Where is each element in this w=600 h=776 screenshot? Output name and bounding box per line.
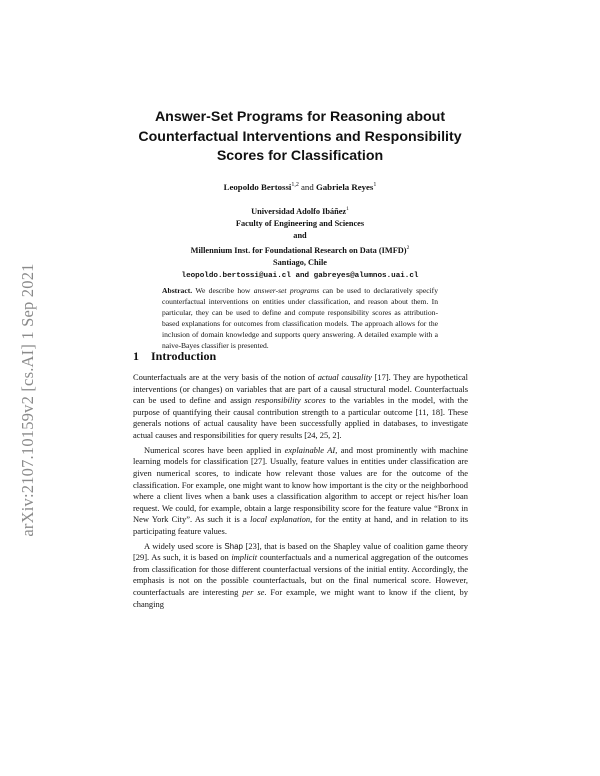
abstract-label: Abstract. — [162, 286, 193, 295]
section-number: 1 — [133, 349, 139, 363]
paragraph: Counterfactuals are at the very basis of the notion of actual causality [17]. They are hypothetical interventions (or changes) on variables that are part of a causal structural model. Counterfactuals can be used to define and assign responsibility scores to the variables in the model, with the purpose of quantifying their causal contribution strength to a particular outcome [11, 18]. These generals notions of actual causality have been successfully applied in databases, to investigate actual causes and responsibilities for query results [24, 25, 2]. — [133, 372, 468, 440]
introduction-body — [133, 372, 468, 613]
author-list — [120, 182, 480, 192]
section-title: Introduction — [151, 349, 217, 363]
institute-name: Millennium Inst. for Foundational Research on Data (IMFD) — [190, 246, 407, 256]
author-name: Leopoldo Bertossi — [223, 182, 292, 192]
abstract-text: can be used to declaratively specify counterfactual interventions on entities under classification, and reason about them. In particular, they can be used to define and compute responsibility scores as attribution-based explanations for outcomes from classification models. The approach allows for the inclusion of domain knowledge and supports query answering. A detailed example with a naive-Bayes classifier is presented. — [162, 286, 439, 351]
author-name: Gabriela Reyes — [315, 182, 374, 192]
title-line: Scores for Classification — [216, 148, 384, 164]
affiliation-conjunction: and — [293, 231, 307, 241]
faculty-name: Faculty of Engineering and Sciences — [235, 218, 365, 228]
author-affiliation-mark: 1 — [373, 182, 377, 189]
paper-title — [120, 108, 480, 167]
title-line: Counterfactual Interventions and Responsibility — [138, 128, 462, 145]
abstract-text: We describe how — [192, 286, 254, 295]
university-name: Universidad Adolfo Ibáñez — [251, 206, 347, 216]
author-conjunction: and — [298, 182, 316, 192]
affiliation-mark: 1 — [346, 206, 349, 212]
paragraph: A widely used score is Shap [23], that is based on the Shapley value of coalition game theory [29]. As such, it is based on implicit counterfactuals and a numerical aggregation of the outcomes from classification for those different counterfactual versions of the initial entity. Accordingly, the emphasis is not on the possible counterfactuals, but on the final numerical score. However, counterfactuals are interesting per se. For example, we might want to know if the client, by changing — [133, 540, 468, 609]
title-line: Answer-Set Programs for Reasoning about — [154, 109, 446, 125]
affiliation-mark: 2 — [406, 245, 410, 252]
arxiv-identifier-stamp: arXiv:2107.10159v2 [cs.AI] 1 Sep 2021 — [18, 263, 37, 537]
city-country: Santiago, Chile — [273, 258, 327, 268]
affiliations — [120, 203, 480, 282]
abstract — [162, 285, 438, 352]
section-heading — [133, 349, 216, 364]
author-affiliation-mark: 1,2 — [291, 182, 299, 189]
author-emails: leopoldo.bertossi@uai.cl and gabreyes@alumnos.uai.cl — [181, 271, 419, 280]
paragraph: Numerical scores have been applied in explainable AI, and most prominently with machine learning models for classification [27]. Usually, feature values in entities under classification are given numerical scores, to indicate how relevant those values are for the outcome of the classification. For example, one might want to know how important is the city or the neighborhood where a client lives when a bank uses a classification algorithm to accept or reject his/her loan request. We could, for example, obtain a large responsibility score for the feature value “Bronx in New York City”. As such it is a local explanation, for the entity at hand, and in relation to its participating feature values. — [133, 444, 468, 536]
abstract-emphasis: answer-set programs — [253, 286, 320, 295]
